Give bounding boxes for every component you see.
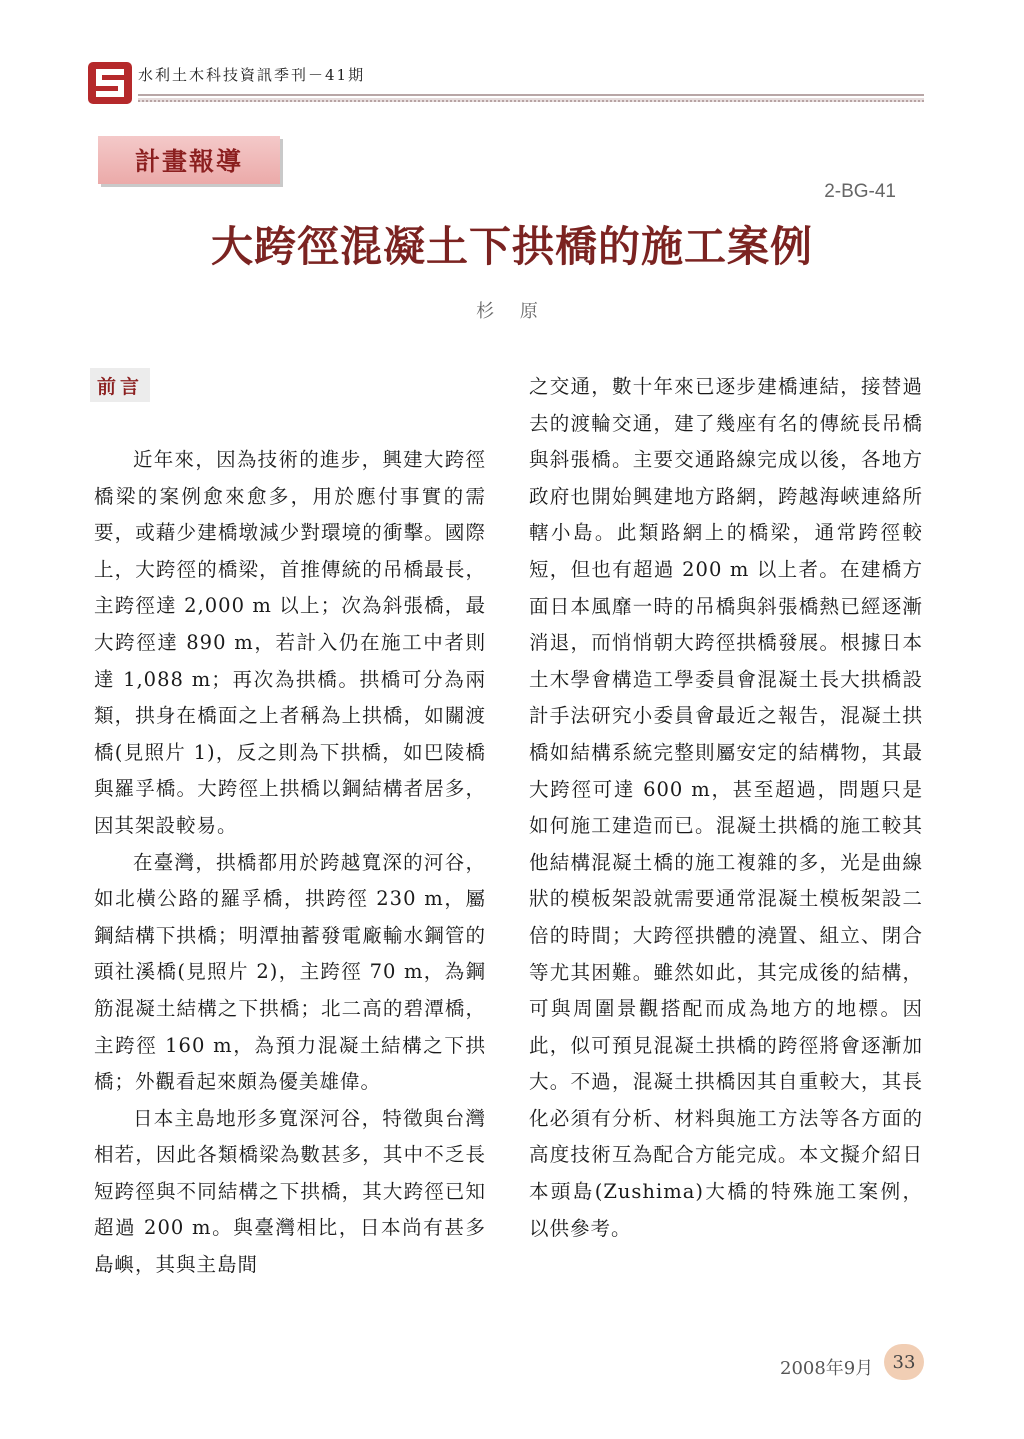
article-author: 杉 原 (476, 301, 548, 322)
page-number-label: 33 (892, 1351, 916, 1373)
page-number (884, 1344, 924, 1380)
header-rule (138, 92, 924, 104)
section-tag-label: 計畫報導 (134, 147, 243, 176)
right-column (529, 369, 923, 1247)
left-column (94, 442, 486, 1284)
section-heading-label: 前言 (96, 375, 143, 398)
issue-date: 2008年9月 (780, 1358, 874, 1379)
running-header (88, 60, 924, 108)
section-tag (98, 136, 280, 184)
paragraph: 在臺灣，拱橋都用於跨越寬深的河谷，如北橫公路的羅孚橋，拱跨徑 230 m，屬鋼結構下拱橋；明潭抽蓄發電廠輸水鋼管的頭社溪橋(見照片 2)，主跨徑 70 m，為鋼筋混凝土結構之下拱橋；北二高的碧潭橋，主跨徑 160 m，為預力混凝土結構之下拱橋；外觀看起來頗為優美雄偉。 (94, 850, 486, 1094)
journal-logo-icon (88, 62, 132, 104)
journal-title: 水利土木科技資訊季刊－41期 (138, 66, 366, 84)
paragraph: 之交通，數十年來已逐步建橋連結，接替過去的渡輪交通，建了幾座有名的傳統長吊橋與斜張橋。主要交通路線完成以後，各地方政府也開始興建地方路網，跨越海峽連絡所轄小島。此類路網上的橋梁，通常跨徑較短，但也有超過 200 m 以上者。在建橋方面日本風靡一時的吊橋與斜張橋熱已經逐漸消退，而悄悄朝大跨徑拱橋發展。根據日本土木學會構造工學委員會混凝土長大拱橋設計手法研究小委員會最近之報告，混凝土拱橋如結構系統完整則屬安定的結構物，其最大跨徑可達 600 m，甚至超過，問題只是如何施工建造而已。混凝土拱橋的施工較其他結構混凝土橋的施工複雜的多，光是曲線狀的模板架設就需要通常混凝土模板架設二倍的時間；大跨徑拱體的澆置、組立、閉合等尤其困難。雖然如此，其完成後的結構，可與周圍景觀搭配而成為地方的地標。因此，似可預見混凝土拱橋的跨徑將會逐漸加大。不過，混凝土拱橋因其自重較大，其長化必須有分析、材料與施工方法等各方面的高度技術互為配合方能完成。本文擬介紹日本頭島(Zushima)大橋的特殊施工案例，以供參考。 (529, 375, 923, 1240)
paragraph: 日本主島地形多寬深河谷，特徵與台灣相若，因此各類橋梁為數甚多，其中不乏長短跨徑與不同結構之下拱橋，其大跨徑已知超過 200 m。與臺灣相比，日本尚有甚多島嶼，其與主島間 (94, 1106, 486, 1277)
article-code: 2-BG-41 (824, 181, 896, 202)
paragraph: 近年來，因為技術的進步，興建大跨徑橋梁的案例愈來愈多，用於應付事實的需要，或藉少建橋墩減少對環境的衝擊。國際上，大跨徑的橋梁，首推傳統的吊橋最長，主跨徑達 2,000 m 以上；次為斜張橋，最大跨徑達 890 m，若計入仍在施工中者則達 1,088 m；再次為拱橋。拱橋可分為兩類，拱身在橋面之上者稱為上拱橋，如關渡橋(見照片 1)，反之則為下拱橋，如巴陵橋與羅孚橋。大跨徑上拱橋以鋼結構者居多，因其架設較易。 (94, 448, 486, 837)
article-title: 大跨徑混凝土下拱橋的施工案例 (210, 222, 813, 271)
section-heading (90, 368, 150, 402)
